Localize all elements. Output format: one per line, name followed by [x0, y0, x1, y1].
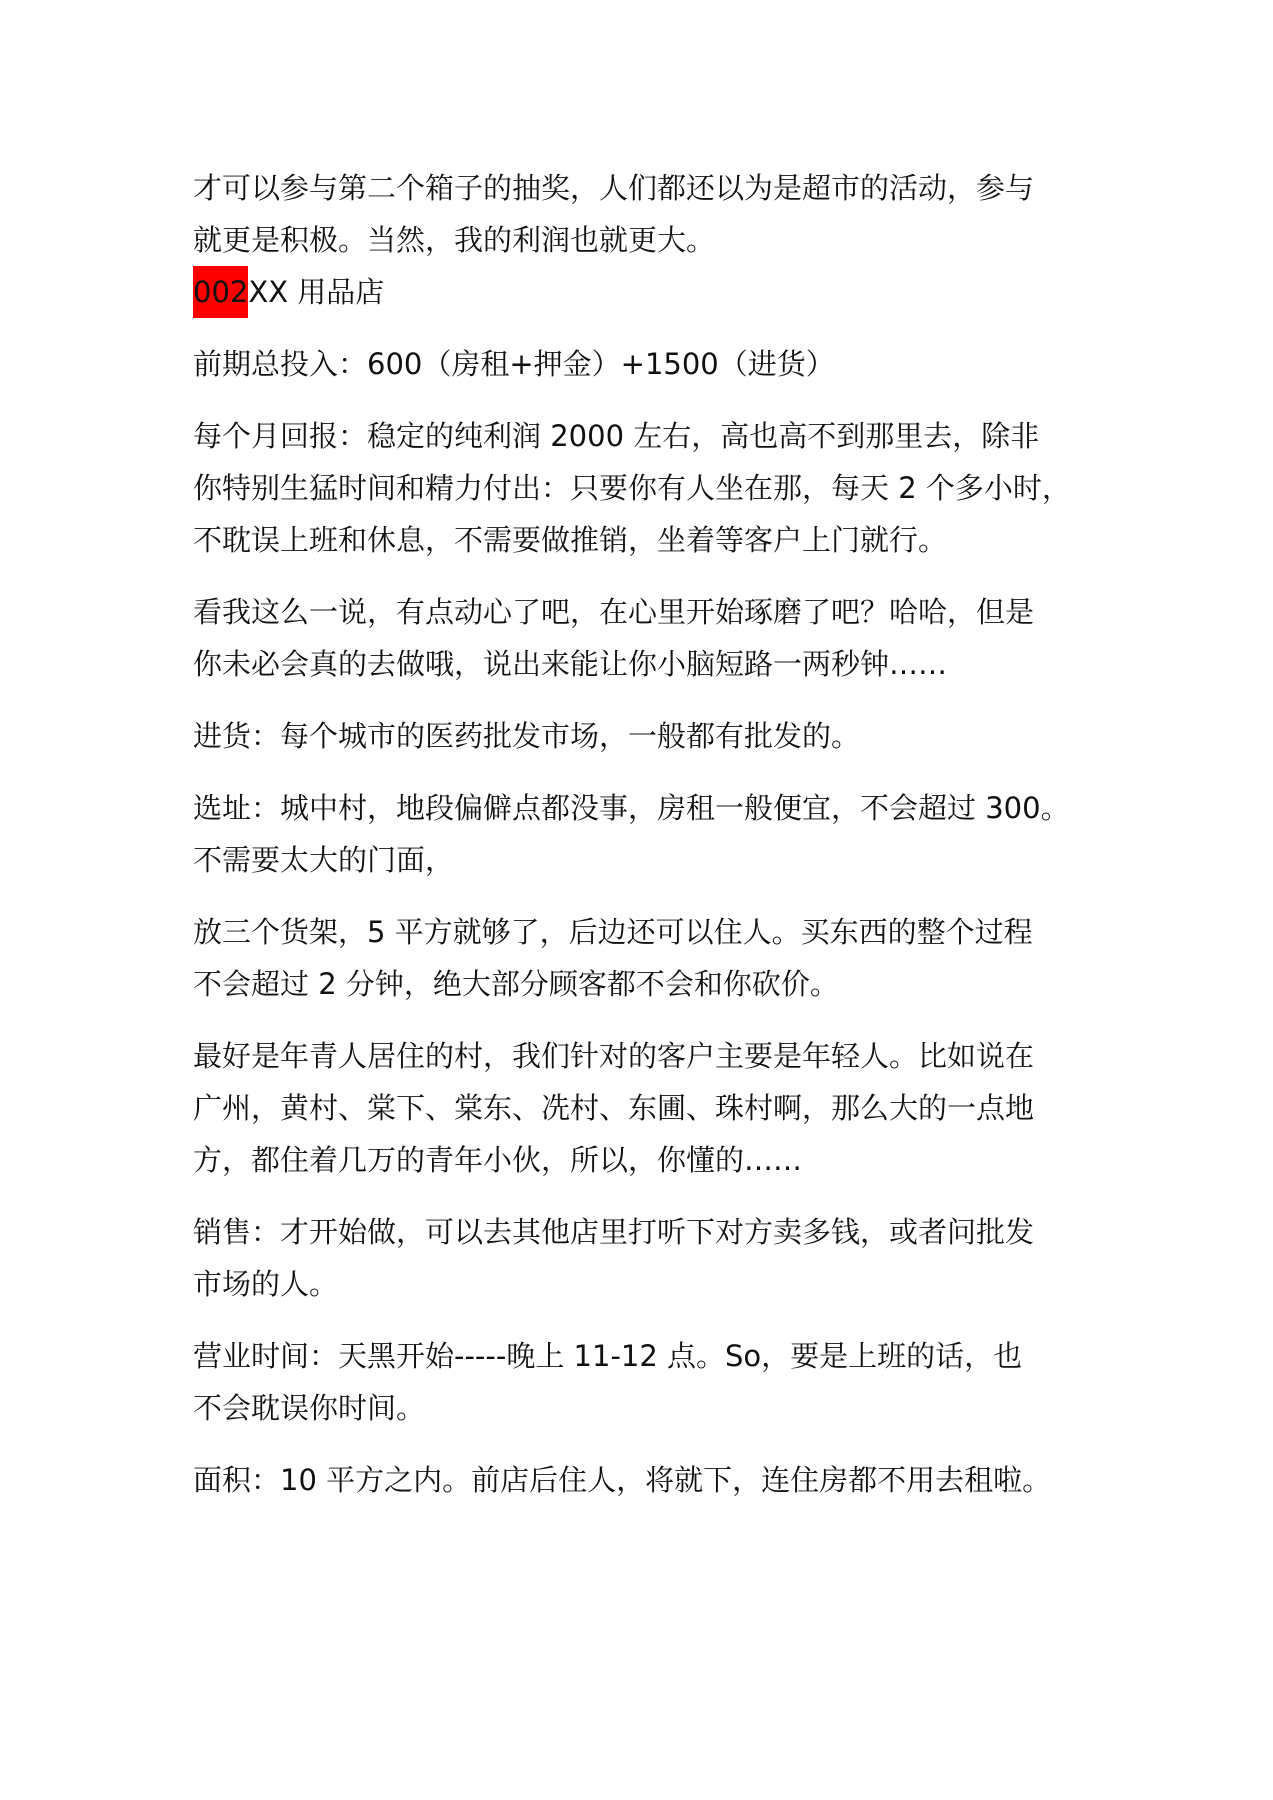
paragraph-monthly-return: [193, 410, 1123, 566]
text-line: 你特别生猛时间和精力付出：只要你有人坐在那，每天 2 个多小时，: [193, 471, 1071, 505]
text-line: 市场的人。: [193, 1267, 339, 1301]
paragraph-hours: [193, 1330, 1123, 1434]
paragraph-stock: [193, 710, 1123, 762]
text-line: 广州，黄村、棠下、棠东、冼村、东圃、珠村啊，那么大的一点地: [193, 1091, 1035, 1125]
text-line: 面积：10 平方之内。前店后住人，将就下，连住房都不用去租啦。: [193, 1463, 1052, 1497]
text-line: 进货：每个城市的医药批发市场，一般都有批发的。: [193, 719, 861, 753]
paragraph-shelves: [193, 906, 1123, 1010]
text-line: 放三个货架，5 平方就够了，后边还可以住人。买东西的整个过程: [193, 915, 1033, 949]
paragraph-area: [193, 1454, 1123, 1506]
paragraph-target-customers: [193, 1030, 1123, 1186]
paragraph-investment: [193, 338, 1123, 390]
text-line: 不耽误上班和休息，不需要做推销，坐着等客户上门就行。: [193, 523, 948, 557]
intro-paragraph: [193, 162, 1123, 266]
text-line: 不会超过 2 分钟，绝大部分顾客都不会和你砍价。: [193, 967, 839, 1001]
section-number-highlight: 002: [193, 266, 248, 318]
text-line: 营业时间：天黑开始-----晚上 11-12 点。So，要是上班的话，也: [193, 1339, 1023, 1373]
text-line: 销售：才开始做，可以去其他店里打听下对方卖多钱，或者问批发: [193, 1215, 1035, 1249]
text-line: 才可以参与第二个箱子的抽奖，人们都还以为是超市的活动，参与: [193, 171, 1035, 205]
text-line: 不会耽误你时间。: [193, 1391, 426, 1425]
text-line: 看我这么一说，有点动心了吧，在心里开始琢磨了吧？哈哈，但是: [193, 595, 1035, 629]
text-line: 就更是积极。当然，我的利润也就更大。: [193, 223, 716, 257]
text-line: 前期总投入：600（房租+押金）+1500（进货）: [193, 347, 835, 381]
paragraph-tempted: [193, 586, 1123, 690]
text-line: 每个月回报：稳定的纯利润 2000 左右，高也高不到那里去，除非: [193, 419, 1040, 453]
text-line: 你未必会真的去做哦，说出来能让你小脑短路一两秒钟……: [193, 647, 948, 681]
document-body: [193, 162, 1123, 1506]
paragraph-sales: [193, 1206, 1123, 1310]
text-line: 最好是年青人居住的村，我们针对的客户主要是年轻人。比如说在: [193, 1039, 1035, 1073]
text-line: 不需要太大的门面，: [193, 843, 455, 877]
section-heading: [193, 266, 1123, 318]
section-title: XX 用品店: [248, 275, 385, 309]
paragraph-location: [193, 782, 1123, 886]
text-line: 方，都住着几万的青年小伙，所以，你懂的……: [193, 1143, 803, 1177]
text-line: 选址：城中村，地段偏僻点都没事，房租一般便宜，不会超过 300。: [193, 791, 1070, 825]
